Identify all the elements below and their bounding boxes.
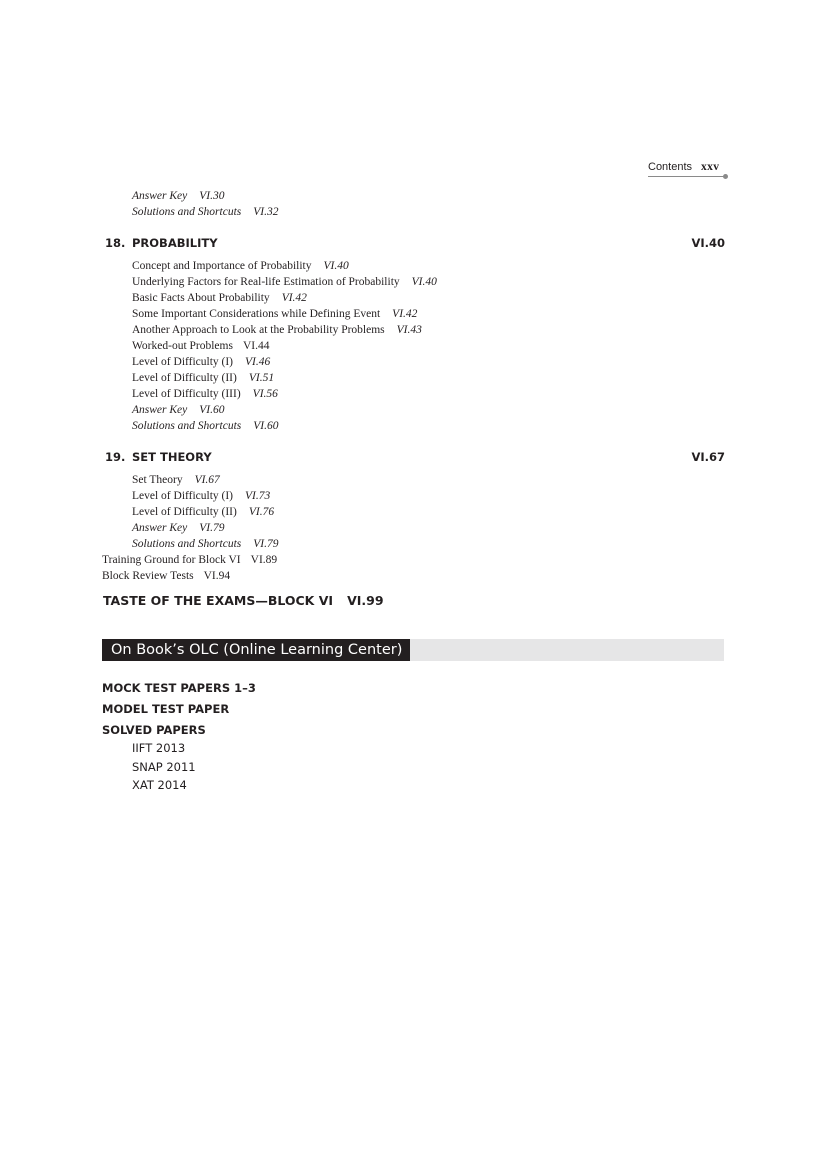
entry-label: Solutions and Shortcuts: [132, 420, 242, 432]
taste-title: TASTE OF THE EXAMS—BLOCK VI: [103, 593, 334, 608]
running-header: [648, 160, 728, 180]
toc-entry: [132, 506, 274, 518]
taste-page: VI.99: [347, 593, 384, 608]
entry-page: VI.42: [281, 292, 307, 304]
toc-entry: [132, 324, 422, 336]
header-dot: [723, 174, 728, 179]
taste-of-exams-heading: [103, 593, 384, 608]
solved-paper-item: SNAP 2011: [132, 760, 196, 774]
entry-page: VI.60: [253, 420, 279, 432]
toc-entry: [132, 388, 278, 400]
entry-page: VI.43: [396, 324, 422, 336]
entry-page: VI.30: [199, 190, 225, 202]
solved-paper-item: XAT 2014: [132, 778, 187, 792]
toc-entry: [132, 474, 220, 486]
olc-banner: [102, 639, 724, 661]
entry-page: VI.60: [199, 404, 225, 416]
entry-page: VI.73: [245, 490, 271, 502]
toc-entry: [132, 490, 270, 502]
header-section-label: Contents: [648, 161, 693, 173]
entry-label: Underlying Factors for Real-life Estimation of Probability: [132, 276, 400, 288]
toc-entry: [132, 340, 269, 352]
chapter-page: VI.67: [691, 450, 725, 464]
chapter-title: SET THEORY: [132, 450, 212, 464]
entry-page: VI.40: [411, 276, 437, 288]
header-rule: [648, 176, 726, 177]
toc-entry-answer-key: [132, 190, 225, 202]
toc-entry-answer-key: [132, 522, 225, 534]
toc-entry-solutions: [132, 206, 279, 218]
entry-page: VI.46: [245, 356, 271, 368]
olc-item-model-test: MODEL TEST PAPER: [102, 702, 230, 716]
toc-entry-block-review: [102, 570, 230, 582]
chapter-heading-probability: [105, 236, 725, 252]
toc-entry: [132, 356, 270, 368]
olc-banner-label: On Book’s OLC (Online Learning Center): [102, 639, 410, 661]
entry-label: Level of Difficulty (I): [132, 490, 234, 502]
entry-page: VI.79: [253, 538, 279, 550]
solved-paper-item: IIFT 2013: [132, 741, 186, 755]
entry-label: Level of Difficulty (II): [132, 372, 237, 384]
entry-page: VI.79: [199, 522, 225, 534]
entry-label: Solutions and Shortcuts: [132, 538, 242, 550]
entry-page: VI.89: [250, 554, 278, 566]
entry-label: Some Important Considerations while Defining Event: [132, 308, 381, 320]
entry-page: VI.42: [392, 308, 418, 320]
toc-entry: [132, 372, 274, 384]
entry-page: VI.76: [248, 506, 275, 518]
chapter-number: 18.: [105, 236, 126, 250]
chapter-page: VI.40: [691, 236, 725, 250]
toc-entry-solutions: [132, 420, 279, 432]
entry-label: Answer Key: [132, 522, 188, 534]
toc-entry-answer-key: [132, 404, 225, 416]
entry-label: Concept and Importance of Probability: [132, 260, 312, 272]
entry-page: VI.67: [194, 474, 220, 486]
entry-label: Worked-out Problems: [132, 340, 233, 352]
entry-page: VI.32: [253, 206, 279, 218]
toc-entry-training-ground: [102, 554, 277, 566]
olc-item-solved-papers: SOLVED PAPERS: [102, 723, 206, 737]
entry-label: Another Approach to Look at the Probability Problems: [132, 324, 385, 336]
entry-label: Solutions and Shortcuts: [132, 206, 242, 218]
entry-page: VI.51: [248, 372, 275, 384]
toc-entry: [132, 276, 437, 288]
header-page-number: xxv: [701, 161, 720, 173]
toc-entry-solutions: [132, 538, 279, 550]
entry-label: Block Review Tests: [102, 570, 194, 582]
toc-entry: [132, 308, 417, 320]
entry-page: VI.94: [203, 570, 231, 582]
entry-label: Answer Key: [132, 190, 188, 202]
toc-entry: [132, 292, 307, 304]
entry-page: VI.56: [252, 388, 278, 400]
entry-label: Level of Difficulty (II): [132, 506, 237, 518]
entry-label: Answer Key: [132, 404, 188, 416]
olc-item-mock-tests: MOCK TEST PAPERS 1–3: [102, 681, 256, 695]
entry-page: VI.44: [242, 340, 270, 352]
entry-label: Set Theory: [132, 474, 183, 486]
toc-entry: [132, 260, 349, 272]
entry-label: Basic Facts About Probability: [132, 292, 270, 304]
entry-label: Training Ground for Block VI: [102, 554, 241, 566]
chapter-number: 19.: [105, 450, 126, 464]
chapter-heading-set-theory: [105, 450, 725, 466]
entry-label: Level of Difficulty (III): [132, 388, 241, 400]
chapter-title: PROBABILITY: [132, 236, 218, 250]
entry-page: VI.40: [323, 260, 349, 272]
entry-label: Level of Difficulty (I): [132, 356, 234, 368]
